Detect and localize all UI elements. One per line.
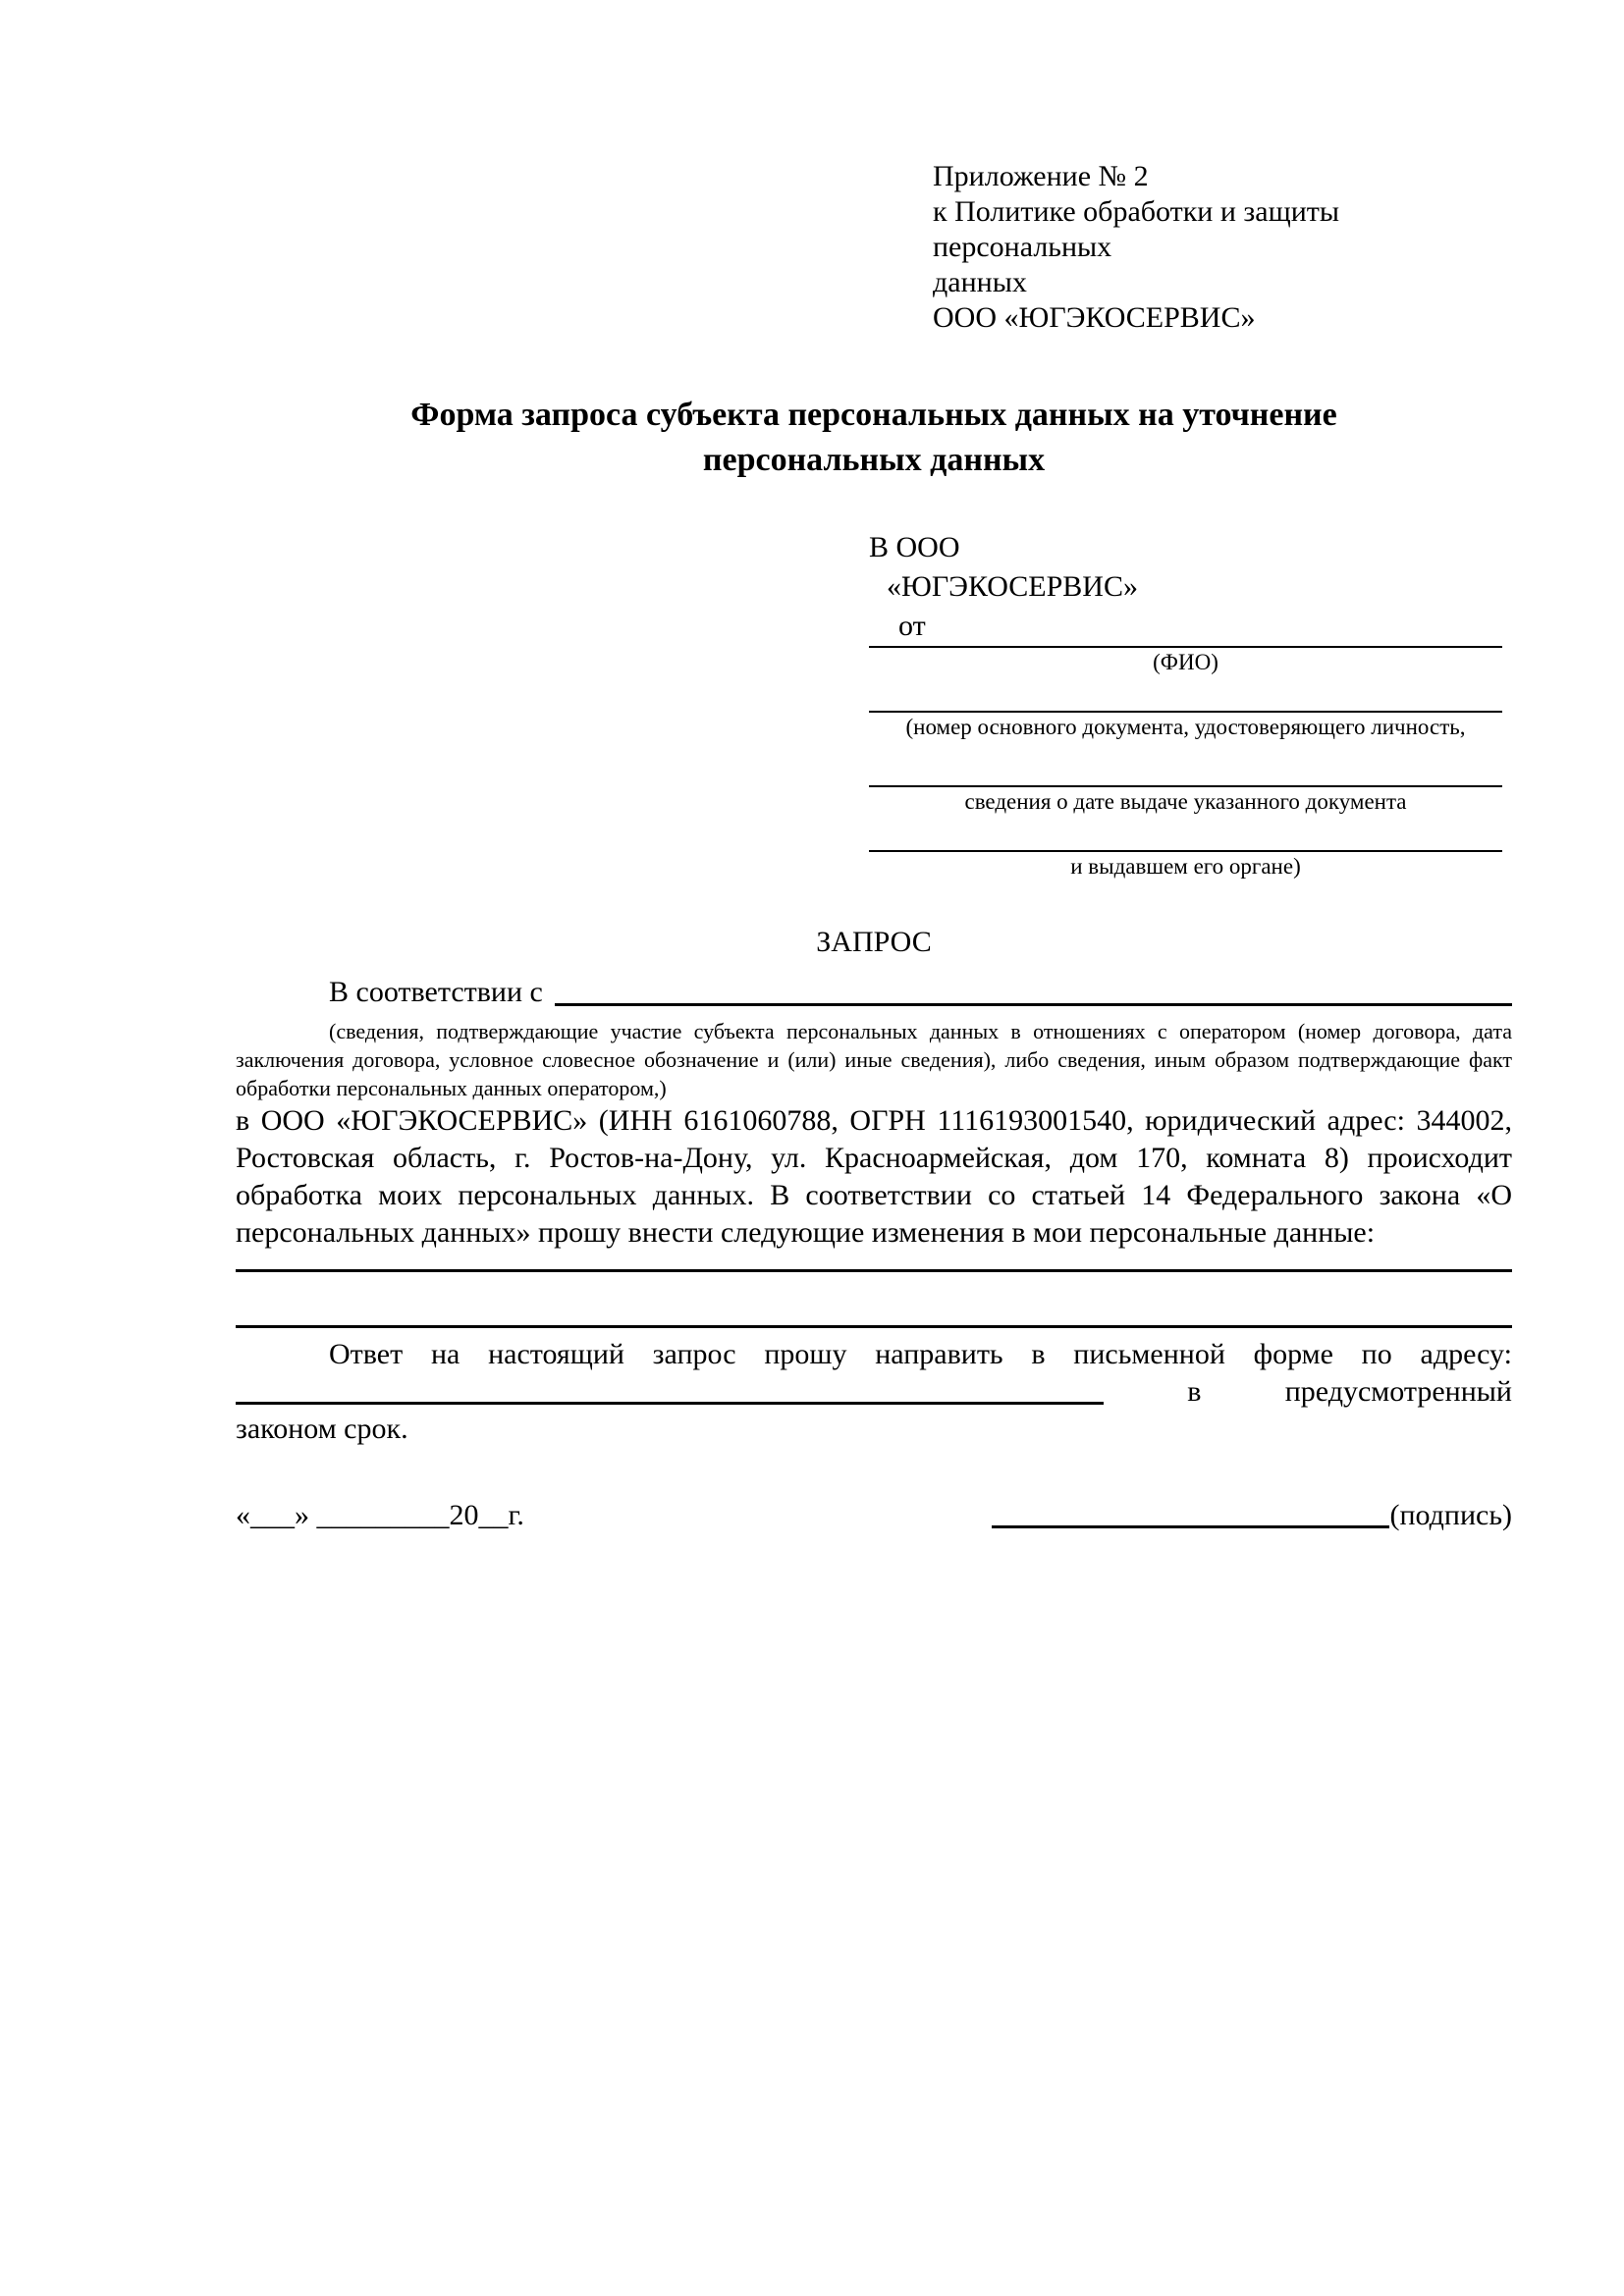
appendix-block bbox=[933, 159, 1512, 336]
fio-label: (ФИО) bbox=[1153, 650, 1218, 674]
document-title bbox=[236, 393, 1512, 483]
reply-paragraph-line1: Ответ на настоящий запрос прошу направить в письменной форме по адресу: bbox=[329, 1338, 1512, 1370]
signature-blank-line bbox=[992, 1525, 1389, 1528]
doc-issuer-label: и выдавшем его органе) bbox=[1070, 854, 1301, 879]
recipient-to-line2: «ЮГЭКОСЕРВИС» bbox=[887, 570, 1138, 603]
appendix-line: к Политике обработки и защиты персональных bbox=[933, 195, 1347, 263]
recipient-from-label: от bbox=[898, 610, 926, 642]
recipient-to-line1: В ООО bbox=[869, 531, 960, 563]
request-heading: ЗАПРОС bbox=[816, 926, 932, 958]
reply-word-predusmotrenny: предусмотренный bbox=[1284, 1375, 1512, 1408]
changes-blank-line-2 bbox=[236, 1325, 1512, 1328]
appendix-line: данных bbox=[933, 266, 1027, 298]
document-title-line1: Форма запроса субъекта персональных данных на уточнение bbox=[410, 397, 1337, 433]
basis-explainer: (сведения, подтверждающие участие субъекта персональных данных в отношениях с оператором (номер договора, дата заключения договора, условное словесное обозначение и (или) иные сведения), либо сведения, иным образом подтверждающие факт обработки персональных данных оператором,) bbox=[236, 1019, 1512, 1100]
recipient-block bbox=[869, 528, 1502, 880]
basis-blank-line bbox=[555, 974, 1512, 1006]
reply-address-row bbox=[236, 1373, 1512, 1411]
doc-number-label: (номер основного документа, удостоверяющего личность, bbox=[905, 715, 1466, 739]
basis-row bbox=[236, 974, 1512, 1011]
doc-date-label: сведения о дате выдаче указанного документа bbox=[964, 789, 1407, 814]
signature-group bbox=[992, 1497, 1512, 1534]
appendix-line: ООО «ЮГЭКОСЕРВИС» bbox=[933, 301, 1256, 334]
changes-blank-line-1 bbox=[236, 1269, 1512, 1272]
document-title-line2: персональных данных bbox=[702, 442, 1046, 478]
reply-paragraph-line3: законом срок. bbox=[236, 1413, 408, 1445]
signature-label: (подпись) bbox=[1389, 1499, 1512, 1531]
address-blank-line bbox=[236, 1402, 1104, 1405]
basis-prefix: В соответствии с bbox=[329, 976, 543, 1008]
date-blank: «___» _________20__г. bbox=[236, 1499, 524, 1531]
appendix-line: Приложение № 2 bbox=[933, 160, 1149, 192]
reply-word-v: в bbox=[1187, 1375, 1202, 1408]
request-body: в ООО «ЮГЭКОСЕРВИС» (ИНН 6161060788, ОГРН 1116193001540, юридический адрес: 344002, Ростовская область, г. Ростов-на-Дону, ул. Красноармейская, дом 170, комната 8) происходит обработка моих персональных данных. В соответствии со статьей 14 Федерального закона «О персональных данных» прошу внести следующие изменения в мои персональные данные: bbox=[236, 1104, 1512, 1249]
date-signature-row bbox=[236, 1497, 1512, 1534]
